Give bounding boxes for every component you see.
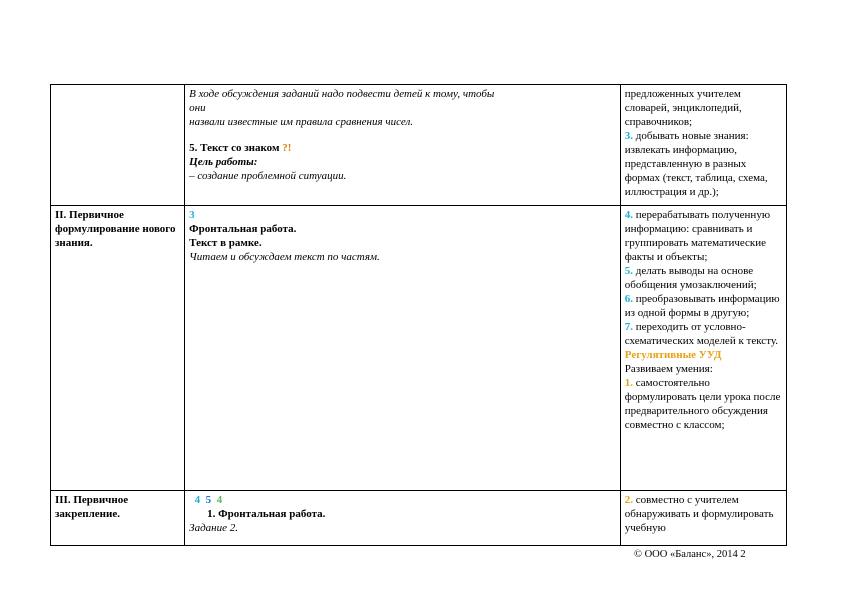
uud-text: делать выводы на основе обобщения умозаключений; (624, 265, 757, 291)
uud-text: самостоятельно формулировать цели урока после предварительного обсуждения совместно с классом; (624, 377, 781, 431)
uud-item (625, 264, 782, 292)
uud-text: перерабатывать полученную информацию: сравнивать и группировать математические факты и объекты; (624, 209, 771, 263)
task-number: 3 (189, 209, 195, 221)
uud-num: 5. (624, 265, 633, 277)
work-title: 1. Фронтальная работа. (207, 508, 326, 520)
stage-cell: III. Первичное закрепление. (51, 491, 185, 546)
uud-cell (620, 206, 786, 491)
uud-num: 1. (624, 377, 633, 389)
content-cell (185, 491, 621, 546)
lesson-plan-table (50, 84, 787, 546)
stage-cell: II. Первичное формулирование нового знания. (51, 206, 185, 491)
intro-line: назвали известные им правила сравнения чисел. (189, 116, 414, 128)
uud-item (625, 292, 782, 320)
uud-text: преобразовывать информацию из одной формы в другую; (624, 293, 780, 319)
uud-text: совместно с учителем обнаруживать и формулировать учебную (624, 494, 774, 534)
task-text: Задание 2. (189, 522, 239, 534)
task-number: 5 (205, 494, 212, 506)
work-title: Фронтальная работа. (189, 223, 297, 235)
reg-heading: Регулятивные УУД (624, 349, 722, 361)
task-label: 5. Текст со знаком (189, 142, 280, 154)
uud-num: 3. (624, 130, 633, 142)
content-cell (185, 206, 621, 491)
uud-line: справочников; (624, 116, 693, 128)
uud-item (625, 376, 782, 432)
intro-line: В ходе обсуждения заданий надо подвести детей к тому, чтобы (189, 88, 495, 100)
uud-cell (620, 85, 786, 206)
uud-item (625, 493, 782, 535)
intro-line: они (189, 102, 206, 114)
reg-intro: Развиваем умения: (624, 363, 713, 375)
task-mark: ?! (282, 142, 292, 154)
table-row (51, 491, 787, 546)
goal-text: – создание проблемной ситуации. (189, 170, 347, 182)
page-footer: © ООО «Баланс», 2014 2 (634, 549, 746, 560)
stage-cell (51, 85, 185, 206)
work-text: Читаем и обсуждаем текст по частям. (189, 251, 380, 263)
table-row (51, 85, 787, 206)
uud-num: 6. (624, 293, 633, 305)
task-number: 4 (216, 494, 223, 506)
uud-item (625, 129, 782, 199)
task-numbers (189, 493, 616, 507)
work-subtitle: Текст в рамке. (189, 237, 262, 249)
uud-text: переходить от условно-схематических моделей к тексту. (624, 321, 779, 347)
uud-num: 2. (624, 494, 633, 506)
uud-line: предложенных учителем (624, 88, 741, 100)
goal-label: Цель работы: (189, 156, 258, 168)
uud-line: словарей, энциклопедий, (624, 102, 742, 114)
uud-item (625, 320, 782, 348)
content-cell (185, 85, 621, 206)
uud-item (625, 208, 782, 264)
uud-text: добывать новые знания: извлекать информацию, представленную в разных формах (текст, таблица, схема, иллюстрация и др.); (624, 130, 768, 198)
uud-num: 7. (624, 321, 633, 333)
table-row (51, 206, 787, 491)
uud-cell (620, 491, 786, 546)
uud-num: 4. (624, 209, 633, 221)
task-heading (189, 141, 616, 155)
task-number: 4 (194, 494, 201, 506)
